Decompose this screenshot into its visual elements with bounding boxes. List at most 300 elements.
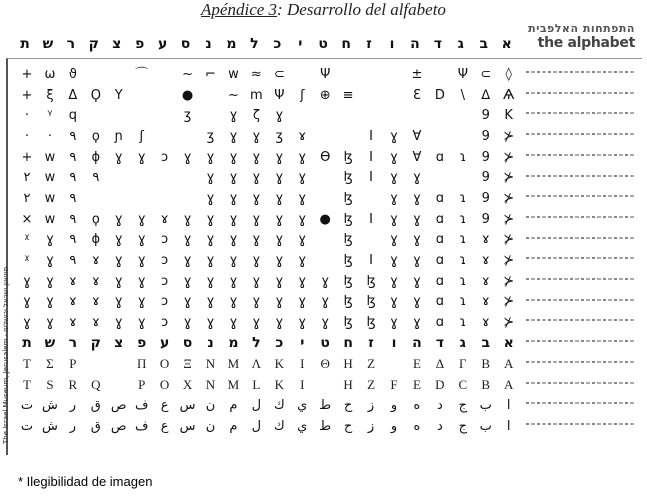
letter-cell: ٢ (23, 190, 31, 206)
letter-cell: ɣ (229, 190, 238, 206)
letter-cell: M (227, 356, 240, 372)
letter-cell: ɣ (275, 149, 284, 165)
letter-cell: ا (506, 418, 511, 434)
letter-cell: ⊁ (503, 190, 515, 206)
script-row (16, 395, 520, 416)
letter-cell: ϴ (320, 149, 331, 165)
letter-cell: ɤ (69, 294, 77, 310)
script-name-scribble (526, 421, 634, 429)
letter-cell: ɣ (206, 211, 215, 227)
letter-cell: ɣ (137, 273, 146, 289)
letter-cell: ɣ (23, 315, 31, 331)
letter-cell: ɔ (161, 294, 169, 310)
letter-cell: + (21, 87, 33, 103)
header-letter: ג (457, 36, 464, 52)
letter-cell: ɣ (114, 149, 123, 165)
letter-cell: ɣ (413, 211, 421, 227)
letter-cell: ɣ (229, 108, 238, 124)
letter-cell: Q (91, 377, 101, 393)
letter-cell: I (369, 149, 373, 165)
letter-cell: Z (367, 356, 376, 372)
letter-cell: ɿ (459, 232, 467, 248)
header-letter: ה (410, 36, 420, 52)
letter-cell: ɣ (183, 149, 192, 165)
letter-cell: ɑ (435, 211, 444, 227)
letter-cell: ل (251, 397, 262, 413)
letter-cell: ש (44, 334, 56, 351)
letter-cell: ɣ (114, 232, 123, 248)
letter-cell: ɮ (366, 315, 376, 331)
letter-cell: ɣ (229, 170, 238, 186)
letter-cell: ⊁ (503, 128, 515, 144)
script-name-scribble (526, 276, 634, 284)
letter-cell: ن (205, 418, 216, 434)
letter-cell: ע (159, 334, 170, 351)
script-row (16, 85, 520, 106)
hebrew-letter-header (14, 36, 518, 52)
letter-cell: ɣ (275, 211, 284, 227)
footnote: * Ilegibilidad de imagen (18, 474, 153, 489)
letter-cell: ɣ (46, 232, 54, 248)
letter-cell: ɮ (343, 294, 353, 310)
letter-cell: ɮ (366, 273, 376, 289)
header-letter: ז (366, 36, 372, 52)
letter-cell: ɮ (343, 315, 353, 331)
letter-cell: ج (458, 397, 468, 413)
letter-cell: ه (413, 397, 421, 413)
letter-cell: ɣ (46, 253, 54, 269)
letter-cell: X (182, 377, 193, 393)
letter-cell: ɣ (114, 294, 123, 310)
header-letter: כ (273, 36, 282, 52)
letter-cell: ر (69, 397, 77, 413)
brand-hebrew: התפתחות האלפבית (528, 22, 635, 35)
letter-cell: ⊁ (503, 211, 515, 227)
letter-cell: ז (368, 334, 374, 351)
letter-cell: ɣ (252, 170, 261, 186)
letter-cell: 9 (481, 170, 490, 186)
script-name-scribble (526, 235, 634, 243)
letter-cell: ه (413, 418, 421, 434)
letter-cell: ɣ (390, 211, 398, 227)
letter-cell: ٩ (92, 170, 100, 186)
letter-cell: ɣ (413, 170, 421, 186)
letter-cell: ن (205, 397, 216, 413)
letter-cell: ɣ (413, 273, 421, 289)
letter-cell: ɤ (481, 232, 490, 248)
letter-cell: ϙ (91, 211, 100, 227)
letter-cell: 9 (481, 190, 490, 206)
letter-cell: ו (391, 334, 397, 351)
letter-cell: A (503, 356, 514, 372)
script-name-scribble (526, 193, 634, 201)
letter-cell: د (436, 418, 443, 434)
letter-cell: ⊁ (503, 253, 515, 269)
script-name-scribble (526, 317, 634, 325)
letter-cell: w (44, 170, 56, 186)
letter-cell: ɣ (275, 273, 284, 289)
script-name-scribble (526, 380, 634, 388)
script-row (16, 209, 520, 230)
letter-cell: ɣ (298, 190, 307, 206)
letter-cell: ɣ (298, 149, 307, 165)
letter-cell: F (390, 377, 398, 393)
header-letter: א (501, 36, 512, 52)
letter-cell: ɿ (459, 190, 467, 206)
letter-cell: ɣ (252, 128, 261, 144)
script-row (16, 250, 520, 271)
script-name-scribble (526, 338, 634, 346)
letter-cell: ⊁ (503, 315, 515, 331)
letter-cell: \ (460, 87, 465, 103)
letter-cell: م (229, 418, 238, 434)
letter-cell: ɮ (343, 211, 353, 227)
script-row (16, 333, 520, 354)
letter-cell: ɔ (161, 253, 169, 269)
letter-cell: ت (20, 418, 34, 434)
letter-cell: ⊁ (503, 149, 515, 165)
letter-cell: S (46, 377, 54, 393)
letter-cell: ɣ (183, 273, 192, 289)
letter-cell: w (44, 190, 56, 206)
letter-cell: Θ (320, 356, 330, 372)
letter-cell: m (250, 87, 263, 103)
letter-cell: ɣ (413, 253, 421, 269)
letter-cell: w (44, 149, 56, 165)
script-name-scribble (526, 110, 634, 118)
letter-cell: ك (273, 418, 285, 434)
script-name-scribble (526, 255, 634, 263)
letter-cell: ● (319, 211, 331, 227)
page-title (0, 0, 647, 20)
letter-cell: ك (273, 397, 285, 413)
letter-cell: ϕ (91, 232, 101, 248)
letter-cell: ɮ (343, 170, 353, 186)
letter-cell: ⌒ (135, 66, 149, 82)
letter-cell: ɮ (343, 232, 353, 248)
letter-cell: ٩ (69, 128, 77, 144)
letter-cell: ʃ (139, 128, 144, 144)
letter-cell: Σ (46, 356, 54, 372)
letter-cell: w (44, 211, 56, 227)
letter-cell: ɣ (275, 190, 284, 206)
letter-cell: O (159, 377, 170, 393)
letter-cell: E (412, 377, 421, 393)
letter-cell: ɑ (435, 273, 444, 289)
letter-cell: ɑ (435, 190, 444, 206)
letter-cell: ع (160, 418, 169, 434)
letter-cell: H (343, 377, 353, 393)
letter-cell: I (369, 211, 373, 227)
letter-cell: ɣ (413, 294, 421, 310)
letter-cell: Λ (251, 356, 262, 372)
letter-cell: · (47, 128, 52, 144)
letter-cell: و (390, 397, 398, 413)
script-row (16, 188, 520, 209)
letter-cell: ɣ (229, 253, 238, 269)
letter-cell: ϑ (68, 66, 77, 82)
letter-cell: I (369, 253, 373, 269)
letter-cell: Δ (68, 87, 78, 103)
letter-cell: ɣ (206, 149, 215, 165)
letter-cell: ט (320, 334, 330, 351)
letter-cell: ɣ (252, 232, 261, 248)
letter-cell: 9 (481, 108, 490, 124)
letter-cell: I (369, 128, 373, 144)
letter-cell: ɣ (298, 170, 307, 186)
letter-cell: Δ (435, 356, 445, 372)
letter-cell: ● (181, 87, 194, 103)
letter-cell: ٢ (23, 170, 31, 186)
letter-cell: ɣ (229, 232, 238, 248)
script-row (16, 105, 520, 126)
letter-cell: × (21, 211, 33, 227)
letter-cell: q (68, 108, 77, 124)
letter-cell: ɣ (229, 294, 238, 310)
letter-cell: ɣ (206, 190, 215, 206)
letter-cell: م (229, 397, 238, 413)
letter-cell: ᵞ (47, 108, 53, 124)
letter-cell: ɔ (161, 273, 169, 289)
letter-cell: P (138, 377, 146, 393)
letter-cell: ɿ (459, 149, 467, 165)
letter-cell: L (252, 377, 261, 393)
letter-cell: ɣ (229, 149, 238, 165)
letter-cell: O (159, 356, 170, 372)
letter-cell: ع (160, 397, 169, 413)
script-row (16, 167, 520, 188)
letter-cell: ɮ (343, 253, 353, 269)
letter-cell: ٩ (69, 149, 77, 165)
letter-cell: ⊕ (319, 87, 331, 103)
letter-cell: ◊ (505, 66, 512, 82)
letter-cell: ʒ (206, 128, 215, 144)
letter-cell: Γ (459, 356, 467, 372)
letter-cell: ɣ (275, 108, 284, 124)
letter-cell: ɣ (229, 273, 238, 289)
header-letter: ק (88, 36, 99, 52)
letter-cell: ɣ (390, 190, 398, 206)
letter-cell: ɣ (298, 211, 307, 227)
header-letter: ל (250, 36, 259, 52)
title-rest: : Desarrollo del alfabeto (277, 0, 446, 19)
script-name-scribble (526, 214, 634, 222)
letter-cell: + (21, 66, 33, 82)
letter-cell: ب (479, 397, 492, 413)
letter-cell: ɿ (459, 294, 467, 310)
script-name-scribble (526, 69, 634, 77)
letter-cell: ≈ (250, 66, 262, 82)
letter-cell: ɣ (252, 211, 261, 227)
letter-cell: ٩ (69, 190, 77, 206)
letter-cell: ʒ (275, 128, 284, 144)
letter-cell: س (179, 418, 196, 434)
letter-cell: ɣ (229, 211, 238, 227)
letter-cell: د (436, 397, 443, 413)
letter-cell: ɣ (252, 273, 261, 289)
letter-cell: Ɛ (412, 87, 421, 103)
letter-cell: ɣ (275, 294, 284, 310)
letter-cell: ɣ (114, 315, 123, 331)
museum-side-caption: The Israel Museum, Jerusalem · מוזיאון ישראל ירושלים (2, 266, 10, 444)
script-row (16, 292, 520, 313)
letter-cell: ϙ (91, 128, 100, 144)
letter-cell: ɣ (252, 253, 261, 269)
letter-cell: ɣ (183, 253, 192, 269)
letter-cell: ~ (227, 87, 239, 103)
letter-cell: ح (343, 418, 353, 434)
letter-cell: ɤ (69, 273, 77, 289)
letter-cell: I (300, 356, 305, 372)
letter-cell: ɮ (343, 149, 353, 165)
letter-cell: ش (42, 397, 58, 413)
letter-cell: ɔ (161, 149, 169, 165)
letter-cell: ɣ (252, 190, 261, 206)
letter-cell: ɤ (91, 273, 100, 289)
script-name-scribble (526, 297, 634, 305)
letter-cell: ق (90, 418, 101, 434)
letter-cell: ᵡ (24, 253, 30, 269)
letter-cell: ʃ (300, 87, 305, 103)
letter-cell: ɣ (298, 273, 307, 289)
letter-cell: ل (251, 418, 262, 434)
header-letter: ש (42, 36, 54, 52)
letter-cell: ɤ (91, 315, 100, 331)
header-letter: ד (433, 36, 442, 52)
letter-cell: A (503, 377, 514, 393)
letter-cell: ɣ (390, 128, 398, 144)
letter-cell: D (435, 377, 445, 393)
letter-cell: ɤ (160, 211, 169, 227)
letter-cell: כ (275, 334, 284, 351)
letter-cell: ɣ (183, 232, 192, 248)
letter-cell: ɮ (343, 190, 353, 206)
letter-cell: ɣ (275, 170, 284, 186)
letter-cell: ɣ (23, 273, 31, 289)
letter-cell: ɣ (206, 232, 215, 248)
script-name-scribble (526, 359, 634, 367)
letter-cell: נ (207, 334, 214, 351)
letter-cell: ɣ (298, 315, 307, 331)
letter-cell: ɤ (69, 315, 77, 331)
header-letter: צ (112, 36, 122, 52)
letter-cell: ɑ (435, 232, 444, 248)
letter-cell: ɣ (137, 232, 146, 248)
script-row (16, 416, 520, 437)
header-letter: י (298, 36, 303, 52)
letter-cell: Ɐ (412, 128, 422, 144)
letter-cell: ɤ (91, 294, 100, 310)
letter-cell: Ψ (320, 66, 331, 82)
letter-cell: ᵡ (24, 232, 30, 248)
script-name-scribble (526, 152, 634, 160)
letter-cell: ɿ (459, 211, 467, 227)
header-letter: ת (20, 36, 30, 52)
letter-cell: Ѧ (502, 87, 515, 103)
letter-cell: ɤ (298, 128, 307, 144)
letter-cell: ص (110, 397, 127, 413)
header-letter: נ (205, 36, 212, 52)
letter-cell: ɿ (459, 253, 467, 269)
letter-cell: K (274, 356, 284, 372)
letter-cell: ɿ (459, 273, 467, 289)
script-row (16, 64, 520, 85)
letter-cell: ɣ (229, 128, 238, 144)
letter-cell: Υ (114, 87, 123, 103)
script-row (16, 312, 520, 333)
script-row (16, 271, 520, 292)
letter-cell: ɣ (298, 294, 307, 310)
letter-cell: ɣ (390, 232, 398, 248)
header-letter: ב (479, 36, 489, 52)
letter-cell: ɣ (183, 294, 192, 310)
letter-cell: ɣ (183, 211, 192, 227)
header-letter: פ (135, 36, 145, 52)
letter-cell: ɣ (413, 190, 421, 206)
letter-cell: ɑ (435, 294, 444, 310)
script-row (16, 374, 520, 395)
letter-cell: ⊂ (273, 66, 285, 82)
script-name-scribble (526, 90, 634, 98)
header-letter: ע (157, 36, 168, 52)
letter-cell: ɣ (46, 294, 54, 310)
header-letter: ט (318, 36, 328, 52)
letter-cell: פ (137, 334, 147, 351)
letter-cell: K (274, 377, 284, 393)
letter-cell: B (481, 377, 491, 393)
letter-cell: ɣ (137, 149, 146, 165)
letter-cell: ב (481, 334, 491, 351)
letter-cell: ⊁ (503, 170, 515, 186)
letter-cell: ɣ (275, 253, 284, 269)
letter-cell: ⊁ (503, 232, 515, 248)
letter-cell: ɣ (298, 253, 307, 269)
letter-cell: Ϙ (90, 87, 101, 103)
letter-cell: ɣ (206, 273, 215, 289)
letter-cell: ب (479, 418, 492, 434)
letter-cell: H (343, 356, 353, 372)
letter-cell: ɣ (137, 211, 146, 227)
letter-cell: ʒ (183, 108, 192, 124)
letter-cell: · (24, 128, 30, 144)
letter-cell: ɮ (343, 273, 353, 289)
header-letter: ס (180, 36, 191, 52)
letter-cell: E (412, 356, 421, 372)
letter-cell: ٩ (69, 232, 77, 248)
script-name-scribble (526, 400, 634, 408)
letter-cell: ɣ (137, 253, 146, 269)
letter-cell: 9 (481, 149, 490, 165)
letter-cell: ص (110, 418, 127, 434)
letter-cell: ش (42, 418, 58, 434)
letter-cell: ɑ (435, 253, 444, 269)
letter-cell: ɑ (435, 315, 444, 331)
letter-cell: ɣ (321, 294, 330, 310)
letter-cell: ط (319, 397, 332, 413)
letter-cell: ا (506, 397, 511, 413)
letter-cell: ɲ (114, 128, 123, 144)
letter-cell: T (23, 377, 31, 393)
letter-cell: ר (68, 334, 78, 351)
letter-cell: ي (297, 397, 308, 413)
letter-cell: ᐃ (481, 87, 491, 103)
letter-cell: ٩ (69, 211, 77, 227)
letter-cell: T (23, 356, 31, 372)
letter-cell: M (227, 377, 240, 393)
letter-cell: ɣ (413, 315, 421, 331)
letter-cell: ɣ (229, 315, 238, 331)
letter-cell: ɣ (390, 294, 398, 310)
